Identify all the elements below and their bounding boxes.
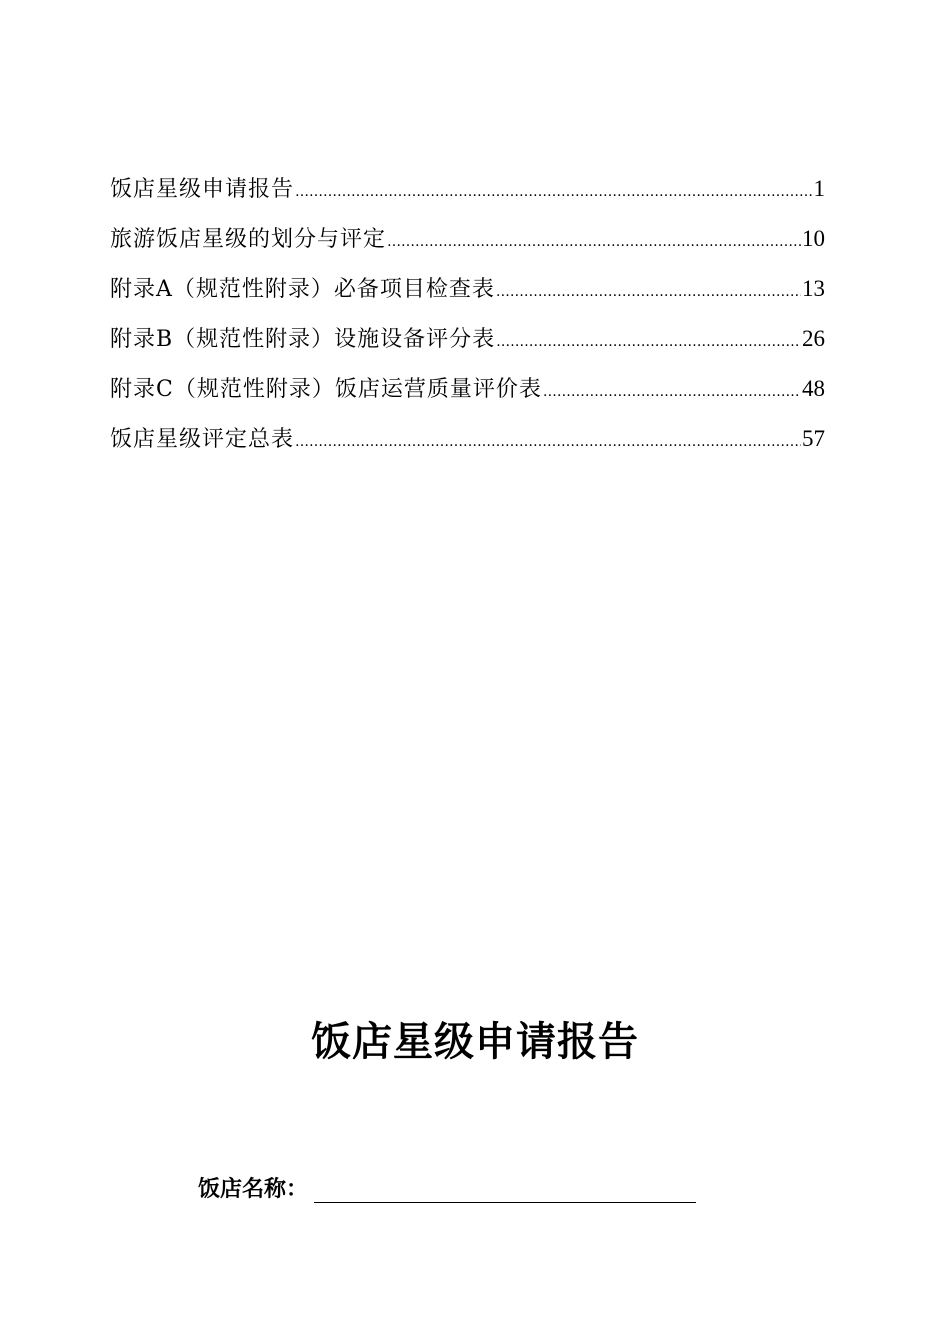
hotel-name-label: 饭店名称： — [198, 1177, 309, 1202]
toc-item-title: 附录A（规范性附录）必备项目检查表 — [110, 277, 495, 302]
toc-leader-dots — [543, 384, 801, 400]
toc-item-rating-summary[interactable] — [110, 422, 825, 472]
toc-item-title: 饭店星级评定总表 — [110, 427, 295, 452]
toc-item-title: 附录C（规范性附录）饭店运营质量评价表 — [110, 377, 542, 402]
toc-item-star-rating-standard[interactable] — [110, 222, 825, 272]
toc-item-application-report[interactable] — [110, 172, 825, 222]
toc-item-title: 饭店星级申请报告 — [110, 177, 295, 202]
toc-leader-dots — [295, 434, 801, 450]
toc-item-appendix-c[interactable] — [110, 372, 825, 422]
toc-item-appendix-a[interactable] — [110, 272, 825, 322]
toc-item-page-number: 1 — [813, 176, 825, 201]
report-title: 饭店星级申请报告 — [311, 1019, 639, 1065]
toc-leader-dots — [496, 284, 801, 300]
toc-leader-dots — [496, 334, 801, 350]
table-of-contents — [110, 172, 825, 472]
toc-item-title: 附录B（规范性附录）设施设备评分表 — [110, 327, 496, 352]
toc-item-page-number: 48 — [802, 376, 825, 401]
toc-leader-dots — [387, 234, 801, 250]
hotel-name-row — [198, 1172, 696, 1203]
toc-leader-dots — [295, 184, 812, 200]
toc-item-page-number: 13 — [802, 276, 825, 301]
toc-item-page-number: 10 — [802, 226, 825, 251]
toc-item-page-number: 57 — [802, 426, 825, 451]
toc-item-appendix-b[interactable] — [110, 322, 825, 372]
toc-item-page-number: 26 — [802, 326, 825, 351]
hotel-name-field[interactable] — [314, 1178, 696, 1203]
toc-item-title: 旅游饭店星级的划分与评定 — [110, 227, 387, 252]
